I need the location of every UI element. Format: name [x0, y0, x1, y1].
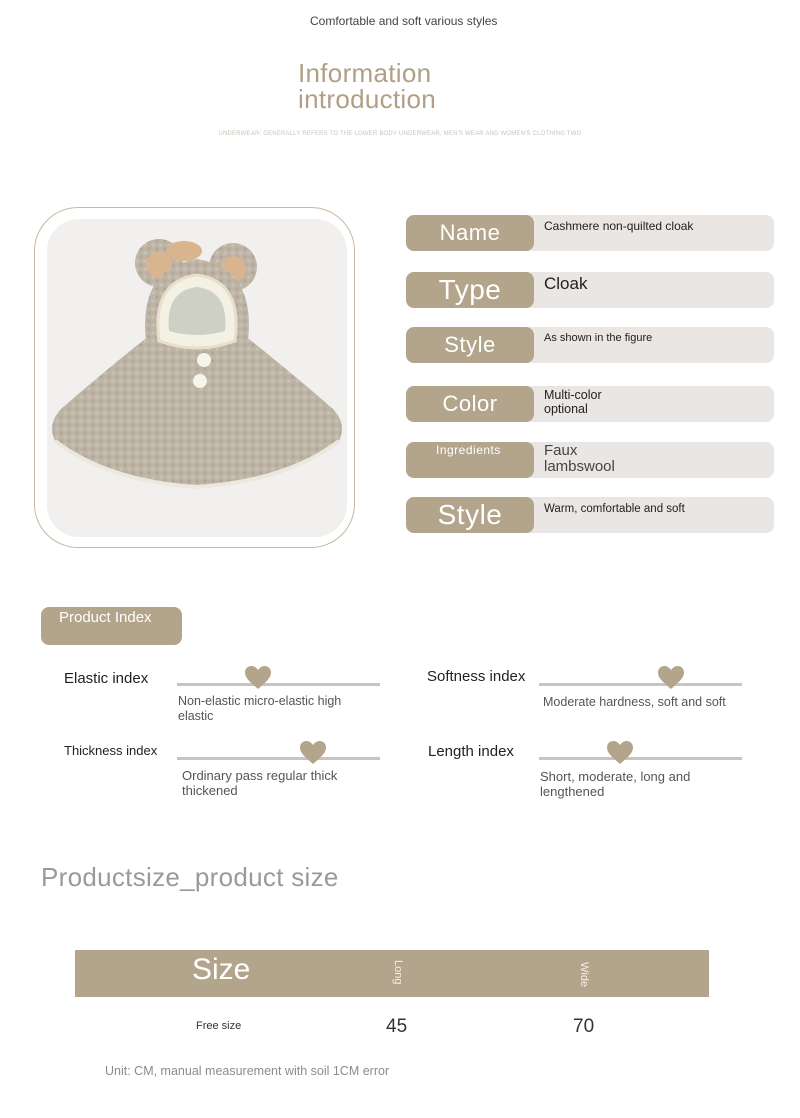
- index-name: Elastic index: [64, 670, 149, 687]
- info-value: Faux lambswool: [544, 442, 615, 475]
- index-track: [177, 683, 380, 686]
- info-row-style: [406, 327, 774, 363]
- info-row-name: [406, 215, 774, 251]
- size-cell-long: 45: [386, 1016, 408, 1037]
- index-track: [539, 683, 742, 686]
- index-name: Length index: [428, 743, 514, 760]
- section-subtitle: UNDERWEAR: GENERALLY REFERS TO THE LOWER BODY UNDERWEAR, MEN'S WEAR AND WOMEN'S CLOTHING TWO: [218, 131, 582, 137]
- info-value: Multi-color optional: [544, 388, 602, 416]
- info-value: Cashmere non-quilted cloak: [544, 219, 694, 233]
- index-scale: Ordinary pass regular thick thickened: [182, 768, 338, 798]
- info-row-ingredients: [406, 442, 774, 478]
- column-header-long: Long: [392, 960, 404, 985]
- index-scale: Short, moderate, long and lengthened: [540, 769, 691, 799]
- info-value: As shown in the figure: [544, 332, 653, 344]
- info-label: Type: [406, 272, 534, 308]
- size-header-label: Size: [192, 953, 251, 986]
- info-label: Style: [406, 327, 534, 363]
- size-section-title: Productsize_product size: [41, 862, 339, 892]
- index-track: [177, 757, 380, 760]
- info-row-type: [406, 272, 774, 308]
- cloak-illustration: [47, 219, 347, 537]
- info-label: Color: [406, 386, 534, 422]
- info-label: Ingredients: [406, 442, 534, 478]
- index-scale: Moderate hardness, soft and soft: [543, 695, 726, 709]
- info-row-style-2: [406, 497, 774, 533]
- tagline: Comfortable and soft various styles: [310, 14, 498, 28]
- section-title-information: Information introduction: [298, 58, 437, 114]
- index-scale: Non-elastic micro-elastic high elastic: [178, 694, 342, 723]
- info-label: Style: [406, 497, 534, 533]
- index-name: Thickness index: [64, 743, 158, 758]
- size-cell-wide: 70: [573, 1016, 595, 1037]
- info-label: Name: [406, 215, 534, 251]
- unit-note: Unit: CM, manual measurement with soil 1CM error: [105, 1064, 390, 1078]
- heart-icon: [300, 741, 326, 765]
- product-photo: [47, 219, 347, 537]
- heart-icon: [245, 666, 271, 690]
- info-value: Cloak: [544, 274, 588, 293]
- size-cell-size: Free size: [196, 1020, 242, 1032]
- product-index-title: Product Index: [59, 609, 152, 626]
- heart-icon: [607, 741, 633, 765]
- index-name: Softness index: [427, 668, 526, 685]
- info-value: Warm, comfortable and soft: [544, 503, 685, 515]
- index-track: [539, 757, 742, 760]
- info-row-color: [406, 386, 774, 422]
- heart-icon: [658, 666, 684, 690]
- column-header-wide: Wide: [578, 962, 590, 988]
